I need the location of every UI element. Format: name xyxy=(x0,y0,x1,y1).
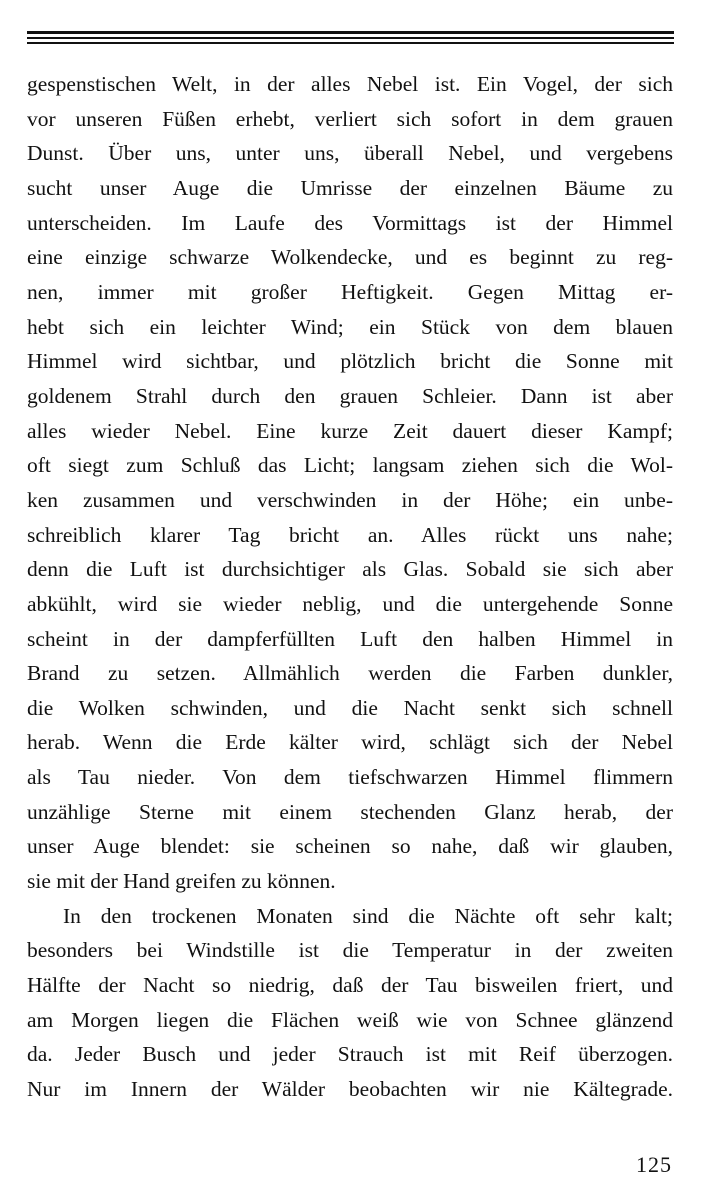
header-rule-top xyxy=(27,31,674,34)
text-line: nen, immer mit großer Heftigkeit. Gegen Mittag er- xyxy=(27,279,673,304)
paragraph-2 xyxy=(27,899,673,1107)
text-line: besonders bei Windstille ist die Temperatur in der zweiten xyxy=(27,938,673,963)
body-text xyxy=(27,67,673,1107)
text-line: die Wolken schwinden, und die Nacht senkt sich schnell xyxy=(27,695,673,720)
text-line: abkühlt, wird sie wieder neblig, und die untergehende Sonne xyxy=(27,591,673,616)
text-line: unterscheiden. Im Laufe des Vormittags ist der Himmel xyxy=(27,210,673,235)
text-line: scheint in der dampferfüllten Luft den halben Himmel in xyxy=(27,626,673,651)
text-line: Nur im Innern der Wälder beobachten wir nie Kältegrade. xyxy=(27,1077,673,1102)
header-rule-middle xyxy=(27,37,674,39)
text-line: eine einzige schwarze Wolkendecke, und es beginnt zu reg- xyxy=(27,245,673,270)
page-number: 125 xyxy=(636,1152,672,1177)
text-line: hebt sich ein leichter Wind; ein Stück von dem blauen xyxy=(27,314,673,339)
text-line: Dunst. Über uns, unter uns, überall Nebel, und vergebens xyxy=(27,141,673,166)
text-line: unser Auge blendet: sie scheinen so nahe, daß wir glauben, xyxy=(27,834,673,859)
text-line: alles wieder Nebel. Eine kurze Zeit dauert dieser Kampf; xyxy=(27,418,673,443)
text-line: unzählige Sterne mit einem stechenden Glanz herab, der xyxy=(27,799,673,824)
text-line: goldenem Strahl durch den grauen Schleier. Dann ist aber xyxy=(27,383,673,408)
text-line: sucht unser Auge die Umrisse der einzelnen Bäume zu xyxy=(27,175,673,200)
text-line: herab. Wenn die Erde kälter wird, schlägt sich der Nebel xyxy=(27,730,673,755)
header-rule-bottom xyxy=(27,42,674,44)
text-line: denn die Luft ist durchsichtiger als Glas. Sobald sie sich aber xyxy=(27,557,673,582)
text-line: sie mit der Hand greifen zu können. xyxy=(27,869,336,894)
text-line: am Morgen liegen die Flächen weiß wie von Schnee glänzend xyxy=(27,1007,673,1032)
text-line: vor unseren Füßen erhebt, verliert sich sofort in dem grauen xyxy=(27,106,673,131)
text-line: oft siegt zum Schluß das Licht; langsam ziehen sich die Wol- xyxy=(27,453,673,478)
text-line: als Tau nieder. Von dem tiefschwarzen Himmel flimmern xyxy=(27,765,673,790)
text-line: da. Jeder Busch und jeder Strauch ist mit Reif überzogen. xyxy=(27,1042,673,1067)
text-line: Himmel wird sichtbar, und plötzlich bricht die Sonne mit xyxy=(27,349,673,374)
header-rules xyxy=(27,31,674,45)
text-line: gespenstischen Welt, in der alles Nebel ist. Ein Vogel, der sich xyxy=(27,72,673,96)
paragraph-1 xyxy=(27,67,673,899)
text-line: In den trockenen Monaten sind die Nächte oft sehr kalt; xyxy=(63,903,673,928)
text-line: ken zusammen und verschwinden in der Höhe; ein unbe- xyxy=(27,487,673,512)
text-line: Hälfte der Nacht so niedrig, daß der Tau bisweilen friert, und xyxy=(27,973,673,998)
text-line: schreiblich klarer Tag bricht an. Alles rückt uns nahe; xyxy=(27,522,673,547)
text-line: Brand zu setzen. Allmählich werden die Farben dunkler, xyxy=(27,661,673,686)
